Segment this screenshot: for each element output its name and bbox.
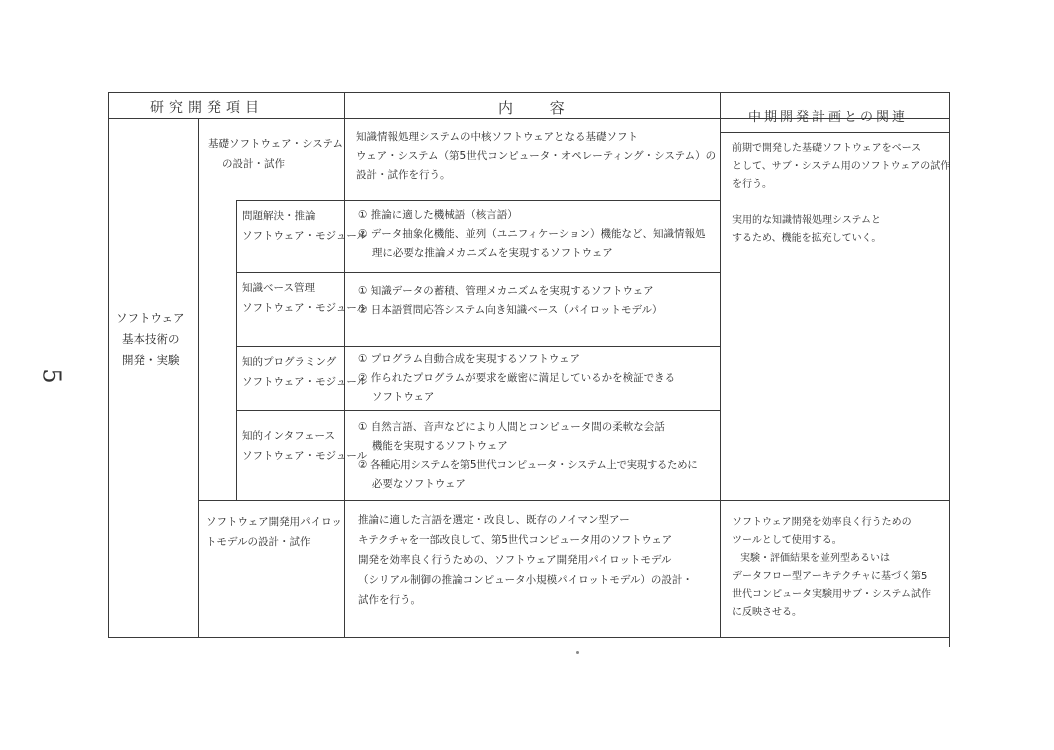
category-software-basic-tech [116, 308, 185, 371]
module-name-intelligent-interface [242, 426, 367, 466]
module-rule-2 [236, 272, 720, 273]
module-content-problem-solving [358, 206, 706, 263]
module-name-line: 知識ベース管理 [242, 282, 315, 294]
relation-line: データフロー型アーキテクチャに基づく第5 [732, 571, 928, 582]
section-title-line: の設計・試作 [222, 158, 285, 170]
content-line: 推論に適した言語を選定・改良し、既存のノイマン型アー [358, 514, 630, 526]
relation-line: として、サブ・システム用のソフトウェアの試作 [732, 161, 951, 172]
scan-speck [576, 651, 579, 654]
module-name-line: ソフトウェア・モジュール [242, 450, 368, 462]
content-line: ① 知識データの蓄積、管理メカニズムを実現するソフトウェア [358, 285, 654, 297]
module-name-intelligent-programming [242, 352, 367, 392]
module-name-line: ソフトウェア・モジュール [242, 230, 368, 242]
section-title-line: ソフトウェア開発用パイロッ [206, 516, 342, 528]
page-number: 5 [37, 368, 66, 384]
module-name-line: ソフトウェア・モジュール [242, 376, 368, 388]
module-name-line: 問題解決・推論 [242, 210, 316, 222]
content-line: キテクチャを一部改良して、第5世代コンピュータ用のソフトウェア [358, 534, 672, 546]
table-left-border [108, 92, 109, 637]
content-line: ウェア・システム（第5世代コンピュータ・オペレーティング・システム）の [356, 150, 717, 162]
section-title-line: トモデルの設計・試作 [206, 536, 311, 548]
relation-column-rule [720, 92, 721, 637]
header-content: 内 容 [498, 99, 581, 117]
module-name-knowledge-base [242, 278, 367, 318]
module-rule-4 [236, 410, 720, 411]
relation-line [732, 194, 950, 212]
relation-line: 実用的な知識情報処理システムと [732, 215, 881, 226]
section-divider [198, 500, 950, 501]
section-title-line: 基礎ソフトウェア・システム [208, 138, 344, 150]
content-line: 機能を実現するソフトウェア [358, 440, 508, 452]
module-content-knowledge-base [358, 282, 662, 320]
relation-line: するため、機能を拡充していく。 [732, 233, 882, 244]
module-content-intelligent-programming [358, 350, 675, 407]
content-line: （シリアル制御の推論コンピュータ小規模パイロットモデル）の設計・ [358, 574, 693, 586]
category-column-rule [198, 118, 199, 637]
category-line: ソフトウェア [116, 311, 185, 325]
section-title-pilot-model [206, 512, 342, 552]
section-relation-basic-software [732, 140, 950, 248]
content-line: ① プログラム自動合成を実現するソフトウェア [358, 353, 581, 365]
research-plan-table [108, 92, 950, 647]
module-rule-1 [236, 200, 720, 201]
module-rule-3 [236, 346, 720, 347]
module-name-line: ソフトウェア・モジュール [242, 302, 368, 314]
relation-line: 世代コンピュータ実験用サブ・システム試作 [732, 589, 931, 600]
table-top-border [108, 92, 950, 93]
module-name-line: 知的プログラミング [242, 356, 337, 368]
section-relation-pilot-model [732, 514, 931, 622]
content-line: 理に必要な推論メカニズムを実現するソフトウェア [358, 247, 613, 259]
module-name-problem-solving [242, 206, 367, 246]
relation-line: に反映させる。 [732, 607, 802, 618]
section-title-basic-software [208, 134, 343, 174]
relation-line: ソフトウェア開発を効率良く行うための [732, 517, 912, 528]
content-line: ② 作られたプログラムが要求を厳密に満足しているかを検証できる [358, 372, 676, 384]
relation-line: 前期で開発した基礎ソフトウェアをベース [732, 143, 922, 154]
section-content-pilot-model [358, 510, 693, 610]
relation-header-rule [720, 132, 950, 133]
module-column-rule [236, 200, 237, 500]
table-bottom-border [108, 637, 950, 638]
module-content-intelligent-interface [358, 418, 697, 494]
header-research-item: 研究開発項目 [150, 100, 264, 116]
content-line: 知識情報処理システムの中核ソフトウェアとなる基礎ソフト [356, 131, 639, 143]
module-name-line: 知的インタフェース [242, 430, 336, 442]
content-line: 開発を効率良く行うための、ソフトウェア開発用パイロットモデル [358, 554, 672, 566]
category-line: 基本技術の [122, 332, 180, 346]
header-relation: 中期開発計画との関連 [748, 110, 909, 125]
relation-line: ツールとして使用する。 [732, 535, 842, 546]
content-line: ② データ抽象化機能、並列（ユニフィケーション）機能など、知識情報処 [358, 228, 706, 240]
section-content-basic-software [356, 128, 716, 185]
content-line: 試作を行う。 [358, 594, 421, 606]
content-line: 設計・試作を行う。 [356, 169, 451, 181]
relation-line: を行う。 [732, 179, 772, 190]
content-line: ① 推論に適した機械語（核言語） [358, 209, 518, 221]
content-line: ② 日本語質問応答システム向き知識ベース（パイロットモデル） [358, 304, 663, 316]
category-line: 開発・実験 [122, 353, 180, 367]
content-line: 必要なソフトウェア [358, 478, 466, 490]
content-line: ① 自然言語、音声などにより人間とコンピュータ間の柔軟な会話 [358, 421, 665, 433]
content-line: ② 各種応用システムを第5世代コンピュータ・システム上で実現するために [358, 459, 698, 471]
content-line: ソフトウェア [358, 391, 435, 403]
relation-line: 実験・評価結果を並列型あるいは [740, 553, 890, 564]
